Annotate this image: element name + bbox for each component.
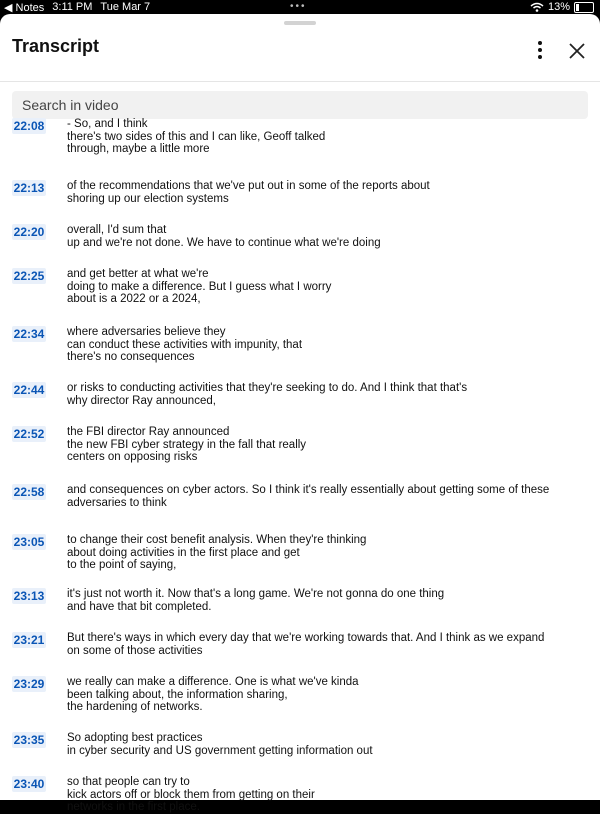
more-options-icon[interactable] [532, 41, 548, 61]
transcript-line: so that people can try to [67, 776, 190, 788]
transcript-line: networks in the first place. [67, 801, 200, 814]
transcript-text [67, 676, 587, 714]
sheet-grabber-handle[interactable] [284, 21, 316, 25]
transcript-line: and get better at what we're [67, 268, 209, 280]
timestamp-link[interactable]: 22:20 [13, 225, 45, 239]
wifi-icon [530, 2, 544, 12]
transcript-line: the FBI director Ray announced [67, 426, 230, 438]
back-app-label: Notes [15, 2, 45, 14]
transcript-line: can conduct these activities with impunity, that [67, 338, 303, 351]
timestamp-link[interactable]: 22:44 [13, 383, 45, 397]
transcript-text [67, 268, 587, 306]
transcript-line: the hardening of networks. [67, 701, 203, 714]
transcript-line: of the recommendations that we've put out in some of the reports about [67, 180, 430, 192]
multitasking-dots-icon[interactable]: ••• [290, 1, 307, 12]
transcript-text [67, 180, 587, 205]
timestamp-link[interactable]: 22:08 [13, 119, 45, 133]
transcript-text [67, 732, 587, 757]
transcript-text [67, 326, 587, 364]
header-divider [0, 81, 600, 82]
timestamp-link[interactable]: 22:52 [13, 427, 45, 441]
timestamp-link[interactable]: 22:13 [13, 181, 45, 195]
transcript-line: doing to make a difference. But I guess what I worry [67, 280, 332, 293]
transcript-line: there's no consequences [67, 351, 195, 364]
transcript-line: up and we're not done. We have to continue what we're doing [67, 236, 381, 249]
timestamp-link[interactable]: 22:34 [13, 327, 45, 341]
transcript-line: and have that bit completed. [67, 600, 212, 613]
battery-icon [574, 2, 594, 13]
transcript-text [67, 118, 587, 156]
transcript-text [67, 632, 587, 657]
transcript-text [67, 224, 587, 249]
timestamp-link[interactable]: 23:29 [13, 677, 45, 691]
transcript-line: we really can make a difference. One is what we've kinda [67, 676, 359, 688]
transcript-line: been talking about, the information sharing, [67, 688, 288, 701]
transcript-text [67, 776, 587, 814]
transcript-line: to the point of saying, [67, 559, 177, 572]
transcript-line: where adversaries believe they [67, 326, 226, 338]
transcript-text [67, 534, 587, 572]
transcript-text [67, 382, 587, 407]
status-time: 3:11 PM [52, 1, 93, 13]
timestamp-link[interactable]: 23:35 [13, 733, 45, 747]
timestamp-link[interactable]: 23:05 [13, 535, 45, 549]
transcript-line: the new FBI cyber strategy in the fall that really [67, 438, 307, 451]
transcript-line: or risks to conducting activities that they're seeking to do. And I think that that's [67, 382, 468, 394]
timestamp-link[interactable]: 23:21 [13, 633, 45, 647]
transcript-line: So adopting best practices [67, 732, 203, 744]
search-input[interactable] [12, 91, 588, 119]
transcript-line: about doing activities in the first place and get [67, 546, 300, 559]
transcript-line: - So, and I think [67, 118, 148, 130]
transcript-line: in cyber security and US government getting information out [67, 744, 373, 757]
transcript-text [67, 588, 587, 613]
transcript-list[interactable] [0, 118, 600, 814]
transcript-text [67, 426, 587, 464]
status-date: Tue Mar 7 [100, 1, 151, 13]
timestamp-link[interactable]: 22:58 [13, 485, 45, 499]
transcript-line: But there's ways in which every day that we're working towards that. And I think as we expand [67, 632, 545, 644]
close-icon[interactable] [566, 40, 588, 62]
transcript-line: overall, I'd sum that [67, 224, 167, 236]
transcript-line: kick actors off or block them from getting on their [67, 788, 315, 801]
timestamp-link[interactable]: 23:40 [13, 777, 45, 791]
transcript-line: through, maybe a little more [67, 143, 210, 156]
transcript-line: and consequences on cyber actors. So I think it's really essentially about getting some of these [67, 484, 550, 496]
timestamp-link[interactable]: 22:25 [13, 269, 45, 283]
transcript-line: it's just not worth it. Now that's a long game. We're not gonna do one thing [67, 588, 445, 600]
battery-percent: 13% [547, 1, 570, 13]
transcript-sheet [0, 14, 600, 814]
transcript-line: adversaries to think [67, 496, 167, 509]
transcript-line: on some of those activities [67, 644, 203, 657]
transcript-line: to change their cost benefit analysis. When they're thinking [67, 534, 367, 546]
transcript-line: there's two sides of this and I can like, Geoff talked [67, 130, 326, 143]
transcript-text [67, 484, 587, 509]
timestamp-link[interactable]: 23:13 [13, 589, 45, 603]
transcript-line: why director Ray announced, [67, 394, 216, 407]
back-to-app-link[interactable]: ◀ Notes [4, 2, 45, 14]
transcript-line: about is a 2022 or a 2024, [67, 293, 201, 306]
transcript-line: shoring up our election systems [67, 192, 229, 205]
page-title: Transcript [12, 36, 100, 56]
transcript-line: centers on opposing risks [67, 451, 198, 464]
